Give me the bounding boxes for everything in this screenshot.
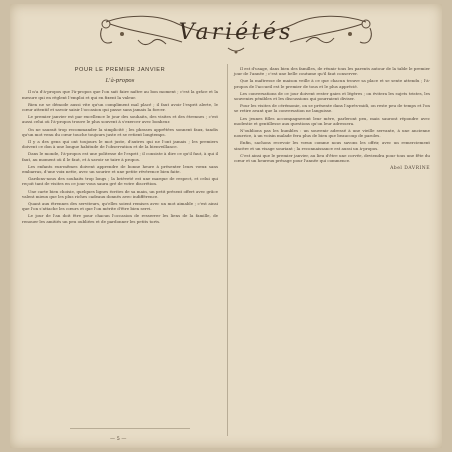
article-heading: POUR LE PREMIER JANVIER <box>74 67 166 73</box>
paragraph: Enfin, sachons recevoir les vœux comme nous savons les offrir, avec un remerciement sincère et un visage souriant ; la reconnaissance est aussi un à-propos. <box>234 140 430 151</box>
masthead-title: Variétés <box>178 20 294 45</box>
paragraph: C'est ainsi que le premier janvier, au lieu d'être une corvée, deviendra pour tous une fête du cœur et un heureux présage pour l'année qui commence. <box>234 152 430 164</box>
paragraph: Le jour de l'an doit être pour chacun l'occasion de resserrer les liens de la famille, de renouer les amitiés un peu oubliées et de pardonner les petits torts. <box>22 213 218 224</box>
paragraph: Il y a des gens qui ont toujours le mot juste, d'autres qui ne l'ont jamais ; les premiers doivent ce don à une longue habitude de l'observation et de la bienveillance. <box>22 139 218 150</box>
paragraph: Quant aux étrennes des serviteurs, qu'elles soient remises avec un mot aimable ; c'est ainsi que l'on s'attache les cœurs et que l'on mérite d'être bien servi. <box>22 201 218 212</box>
document-page <box>10 4 442 448</box>
masthead-banner <box>98 12 374 56</box>
paragraph: Pour les visites de cérémonie, on se présente dans l'après-midi, on reste peu de temps et l'on se retire avant que la conversation ne languisse. <box>234 103 430 114</box>
author-signature: Abel DAVRINE <box>390 166 430 172</box>
paragraph: Gardons-nous des souhaits trop longs ; la brièveté est une marque de respect, et celui qui reçoit tant de visites en ce jour vous saura gré de votre discrétion. <box>22 176 218 187</box>
footer-divider <box>70 428 190 429</box>
paragraph: Dans le monde, l'à-propos est une politesse de l'esprit ; il consiste à dire ce qu'il faut, à qui il faut, au moment où il le faut, et à savoir se taire à propos. <box>22 151 218 162</box>
paragraph: Les enfants eux-mêmes doivent apprendre de bonne heure à présenter leurs vœux sans embarras, d'une voix nette, avec un sourire et une petite révérence bien faite. <box>22 163 218 175</box>
paragraph: Il est d'usage, dans bien des familles, de réunir tous les parents autour de la table le premier jour de l'année ; c'est une belle coutume qu'il faut conserver. <box>234 66 430 77</box>
article-column-left <box>22 68 218 226</box>
paragraph: Les conversations de ce jour doivent rester gaies et légères ; on évitera les sujets tristes, les souvenirs pénibles et les discussions qui pourraient diviser. <box>234 90 430 102</box>
paragraph: Les jeunes filles accompagneront leur mère, parleront peu, mais sauront répondre avec modestie et gentillesse aux questions qu'on leur adressera. <box>234 115 430 126</box>
paragraph: Une carte bien choisie, quelques lignes écrites de sa main, un petit présent offert avec grâce valent mieux que les plus riches cadeaux donnés avec indifférence. <box>22 188 218 199</box>
paragraph: On ne saurait trop recommander la simplicité ; les phrases apprêtées sonnent faux, tandis qu'un mot venu du cœur touche toujours juste et se retient longtemps. <box>22 126 218 137</box>
column-divider <box>227 64 228 436</box>
paragraph: Que la maîtresse de maison veille à ce que chacun trouve sa place et se sente attendu ; l'à-propos de l'accueil est le premier de tous et le plus apprécié. <box>234 78 430 89</box>
article-column-right <box>234 66 430 171</box>
paragraph: Rien ne se démode aussi vite qu'un compliment mal placé ; il faut avoir l'esprit alerte, le cœur attentif et savoir saisir l'occasion qui passe sans jamais la forcer. <box>22 101 218 113</box>
page-number: — 5 — <box>110 436 127 442</box>
paragraph: N'oublions pas les humbles : un souvenir adressé à une vieille servante, à une ancienne nourrice, à un voisin malade fera plus de bien que beaucoup de paroles. <box>234 128 430 139</box>
article-subheading: L'à-propos <box>105 78 135 85</box>
paragraph: Il n'a d'à-propos que l'à-propos que l'on sait faire naître au bon moment ; c'est la grâce et la mesure qui en règlent l'emploi et qui en fixent la valeur. <box>22 89 218 100</box>
paragraph: Le premier janvier est par excellence le jour des souhaits, des visites et des étrennes ; c'est aussi celui où l'à-propos trouve le plus souvent à s'exercer avec bonheur. <box>22 114 218 125</box>
